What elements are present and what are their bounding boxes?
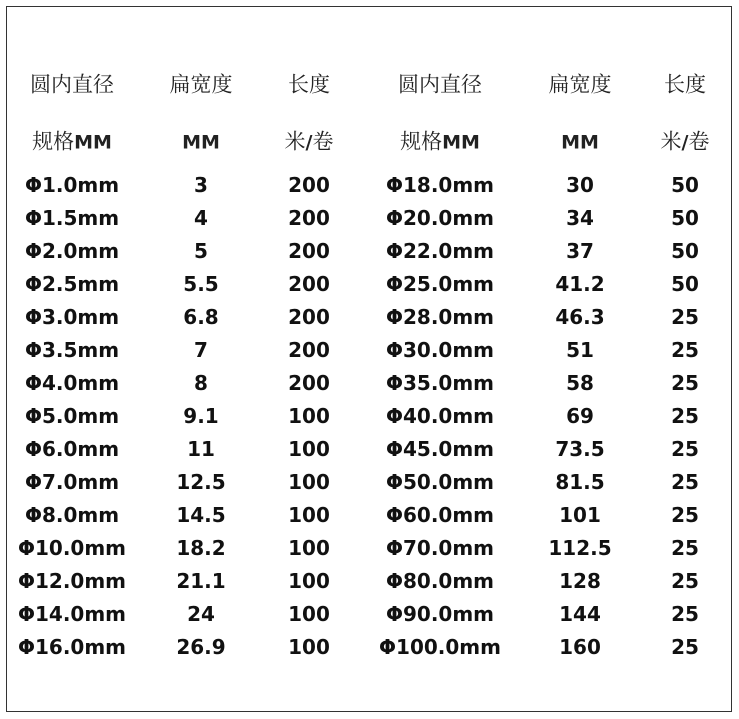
table-cell-diameter: Φ3.0mm [24, 305, 120, 329]
table-cell-diameter: Φ5.0mm [24, 404, 120, 428]
table-cell-length: 25 [671, 305, 699, 329]
table-cell-diameter: Φ60.0mm [385, 503, 495, 527]
table-cell-length: 25 [671, 536, 699, 560]
table-cell-flat-width: 34 [566, 206, 594, 230]
table-cell-flat-width: 69 [566, 404, 594, 428]
table-cell-diameter: Φ2.5mm [24, 272, 120, 296]
header-diameter-unit: 规格MM [32, 129, 112, 154]
table-cell-flat-width: 4 [194, 206, 208, 230]
table-cell-length: 200 [288, 272, 330, 296]
table-cell-diameter: Φ1.0mm [24, 173, 120, 197]
table-cell-length: 25 [671, 635, 699, 659]
header-length-unit: 米/卷 [660, 129, 710, 154]
table-cell-flat-width: 5.5 [183, 272, 219, 296]
table-cell-flat-width: 101 [559, 503, 601, 527]
header-length-unit: 米/卷 [284, 129, 334, 154]
table-cell-flat-width: 24 [187, 602, 215, 626]
table-cell-diameter: Φ50.0mm [385, 470, 495, 494]
table-cell-length: 50 [671, 239, 699, 263]
table-cell-length: 200 [288, 239, 330, 263]
table-cell-flat-width: 41.2 [555, 272, 605, 296]
header-flat-width-unit: MM [561, 131, 599, 154]
table-cell-diameter: Φ90.0mm [385, 602, 495, 626]
table-cell-flat-width: 8 [194, 371, 208, 395]
table-cell-length: 100 [288, 437, 330, 461]
table-cell-length: 25 [671, 371, 699, 395]
table-cell-length: 25 [671, 404, 699, 428]
table-cell-length: 200 [288, 371, 330, 395]
table-cell-length: 100 [288, 635, 330, 659]
table-cell-diameter: Φ2.0mm [24, 239, 120, 263]
table-cell-length: 100 [288, 569, 330, 593]
table-cell-flat-width: 81.5 [555, 470, 605, 494]
table-cell-length: 25 [671, 503, 699, 527]
table-cell-flat-width: 6.8 [183, 305, 219, 329]
table-cell-flat-width: 12.5 [176, 470, 226, 494]
header-length-label: 长度 [664, 72, 706, 97]
table-cell-diameter: Φ14.0mm [17, 602, 127, 626]
table-cell-diameter: Φ4.0mm [24, 371, 120, 395]
table-cell-diameter: Φ100.0mm [379, 635, 501, 659]
table-cell-diameter: Φ12.0mm [17, 569, 127, 593]
table-cell-length: 25 [671, 569, 699, 593]
table-cell-length: 100 [288, 404, 330, 428]
table-cell-length: 50 [671, 272, 699, 296]
table-cell-length: 100 [288, 470, 330, 494]
header-flat-width-label: 扁宽度 [169, 72, 233, 97]
table-cell-diameter: Φ28.0mm [385, 305, 495, 329]
table-cell-flat-width: 160 [559, 635, 601, 659]
table-cell-length: 50 [671, 173, 699, 197]
header-length-label: 长度 [288, 72, 330, 97]
header-flat-width-label: 扁宽度 [548, 72, 612, 97]
table-cell-length: 25 [671, 437, 699, 461]
table-cell-flat-width: 7 [194, 338, 208, 362]
table-cell-flat-width: 30 [566, 173, 594, 197]
table-cell-flat-width: 112.5 [548, 536, 612, 560]
table-cell-diameter: Φ30.0mm [385, 338, 495, 362]
table-cell-flat-width: 58 [566, 371, 594, 395]
table-cell-diameter: Φ3.5mm [24, 338, 120, 362]
table-cell-diameter: Φ70.0mm [385, 536, 495, 560]
table-cell-length: 25 [671, 470, 699, 494]
table-cell-length: 100 [288, 503, 330, 527]
table-cell-diameter: Φ7.0mm [24, 470, 120, 494]
table-cell-diameter: Φ25.0mm [385, 272, 495, 296]
table-cell-diameter: Φ10.0mm [17, 536, 127, 560]
table-cell-flat-width: 3 [194, 173, 208, 197]
table-cell-length: 25 [671, 602, 699, 626]
header-flat-width-unit: MM [182, 131, 220, 154]
table-cell-flat-width: 51 [566, 338, 594, 362]
table-cell-flat-width: 18.2 [176, 536, 226, 560]
table-cell-length: 200 [288, 173, 330, 197]
table-cell-diameter: Φ8.0mm [24, 503, 120, 527]
table-cell-flat-width: 21.1 [176, 569, 226, 593]
table-cell-diameter: Φ45.0mm [385, 437, 495, 461]
table-cell-length: 200 [288, 338, 330, 362]
table-cell-diameter: Φ16.0mm [17, 635, 127, 659]
table-cell-flat-width: 37 [566, 239, 594, 263]
header-diameter-label: 圆内直径 [30, 72, 114, 97]
table-cell-diameter: Φ20.0mm [385, 206, 495, 230]
table-cell-diameter: Φ22.0mm [385, 239, 495, 263]
table-cell-diameter: Φ35.0mm [385, 371, 495, 395]
header-diameter-unit: 规格MM [400, 129, 480, 154]
table-cell-flat-width: 144 [559, 602, 601, 626]
table-cell-diameter: Φ6.0mm [24, 437, 120, 461]
table-cell-length: 200 [288, 305, 330, 329]
table-cell-flat-width: 9.1 [183, 404, 219, 428]
table-cell-flat-width: 73.5 [555, 437, 605, 461]
table-cell-diameter: Φ1.5mm [24, 206, 120, 230]
table-cell-length: 25 [671, 338, 699, 362]
table-cell-flat-width: 26.9 [176, 635, 226, 659]
table-cell-flat-width: 128 [559, 569, 601, 593]
table-cell-length: 50 [671, 206, 699, 230]
table-cell-flat-width: 14.5 [176, 503, 226, 527]
table-cell-length: 200 [288, 206, 330, 230]
table-cell-length: 100 [288, 536, 330, 560]
table-cell-flat-width: 11 [187, 437, 215, 461]
table-cell-flat-width: 5 [194, 239, 208, 263]
table-cell-flat-width: 46.3 [555, 305, 605, 329]
table-cell-length: 100 [288, 602, 330, 626]
table-cell-diameter: Φ18.0mm [385, 173, 495, 197]
table-cell-diameter: Φ40.0mm [385, 404, 495, 428]
table-cell-diameter: Φ80.0mm [385, 569, 495, 593]
header-diameter-label: 圆内直径 [398, 72, 482, 97]
